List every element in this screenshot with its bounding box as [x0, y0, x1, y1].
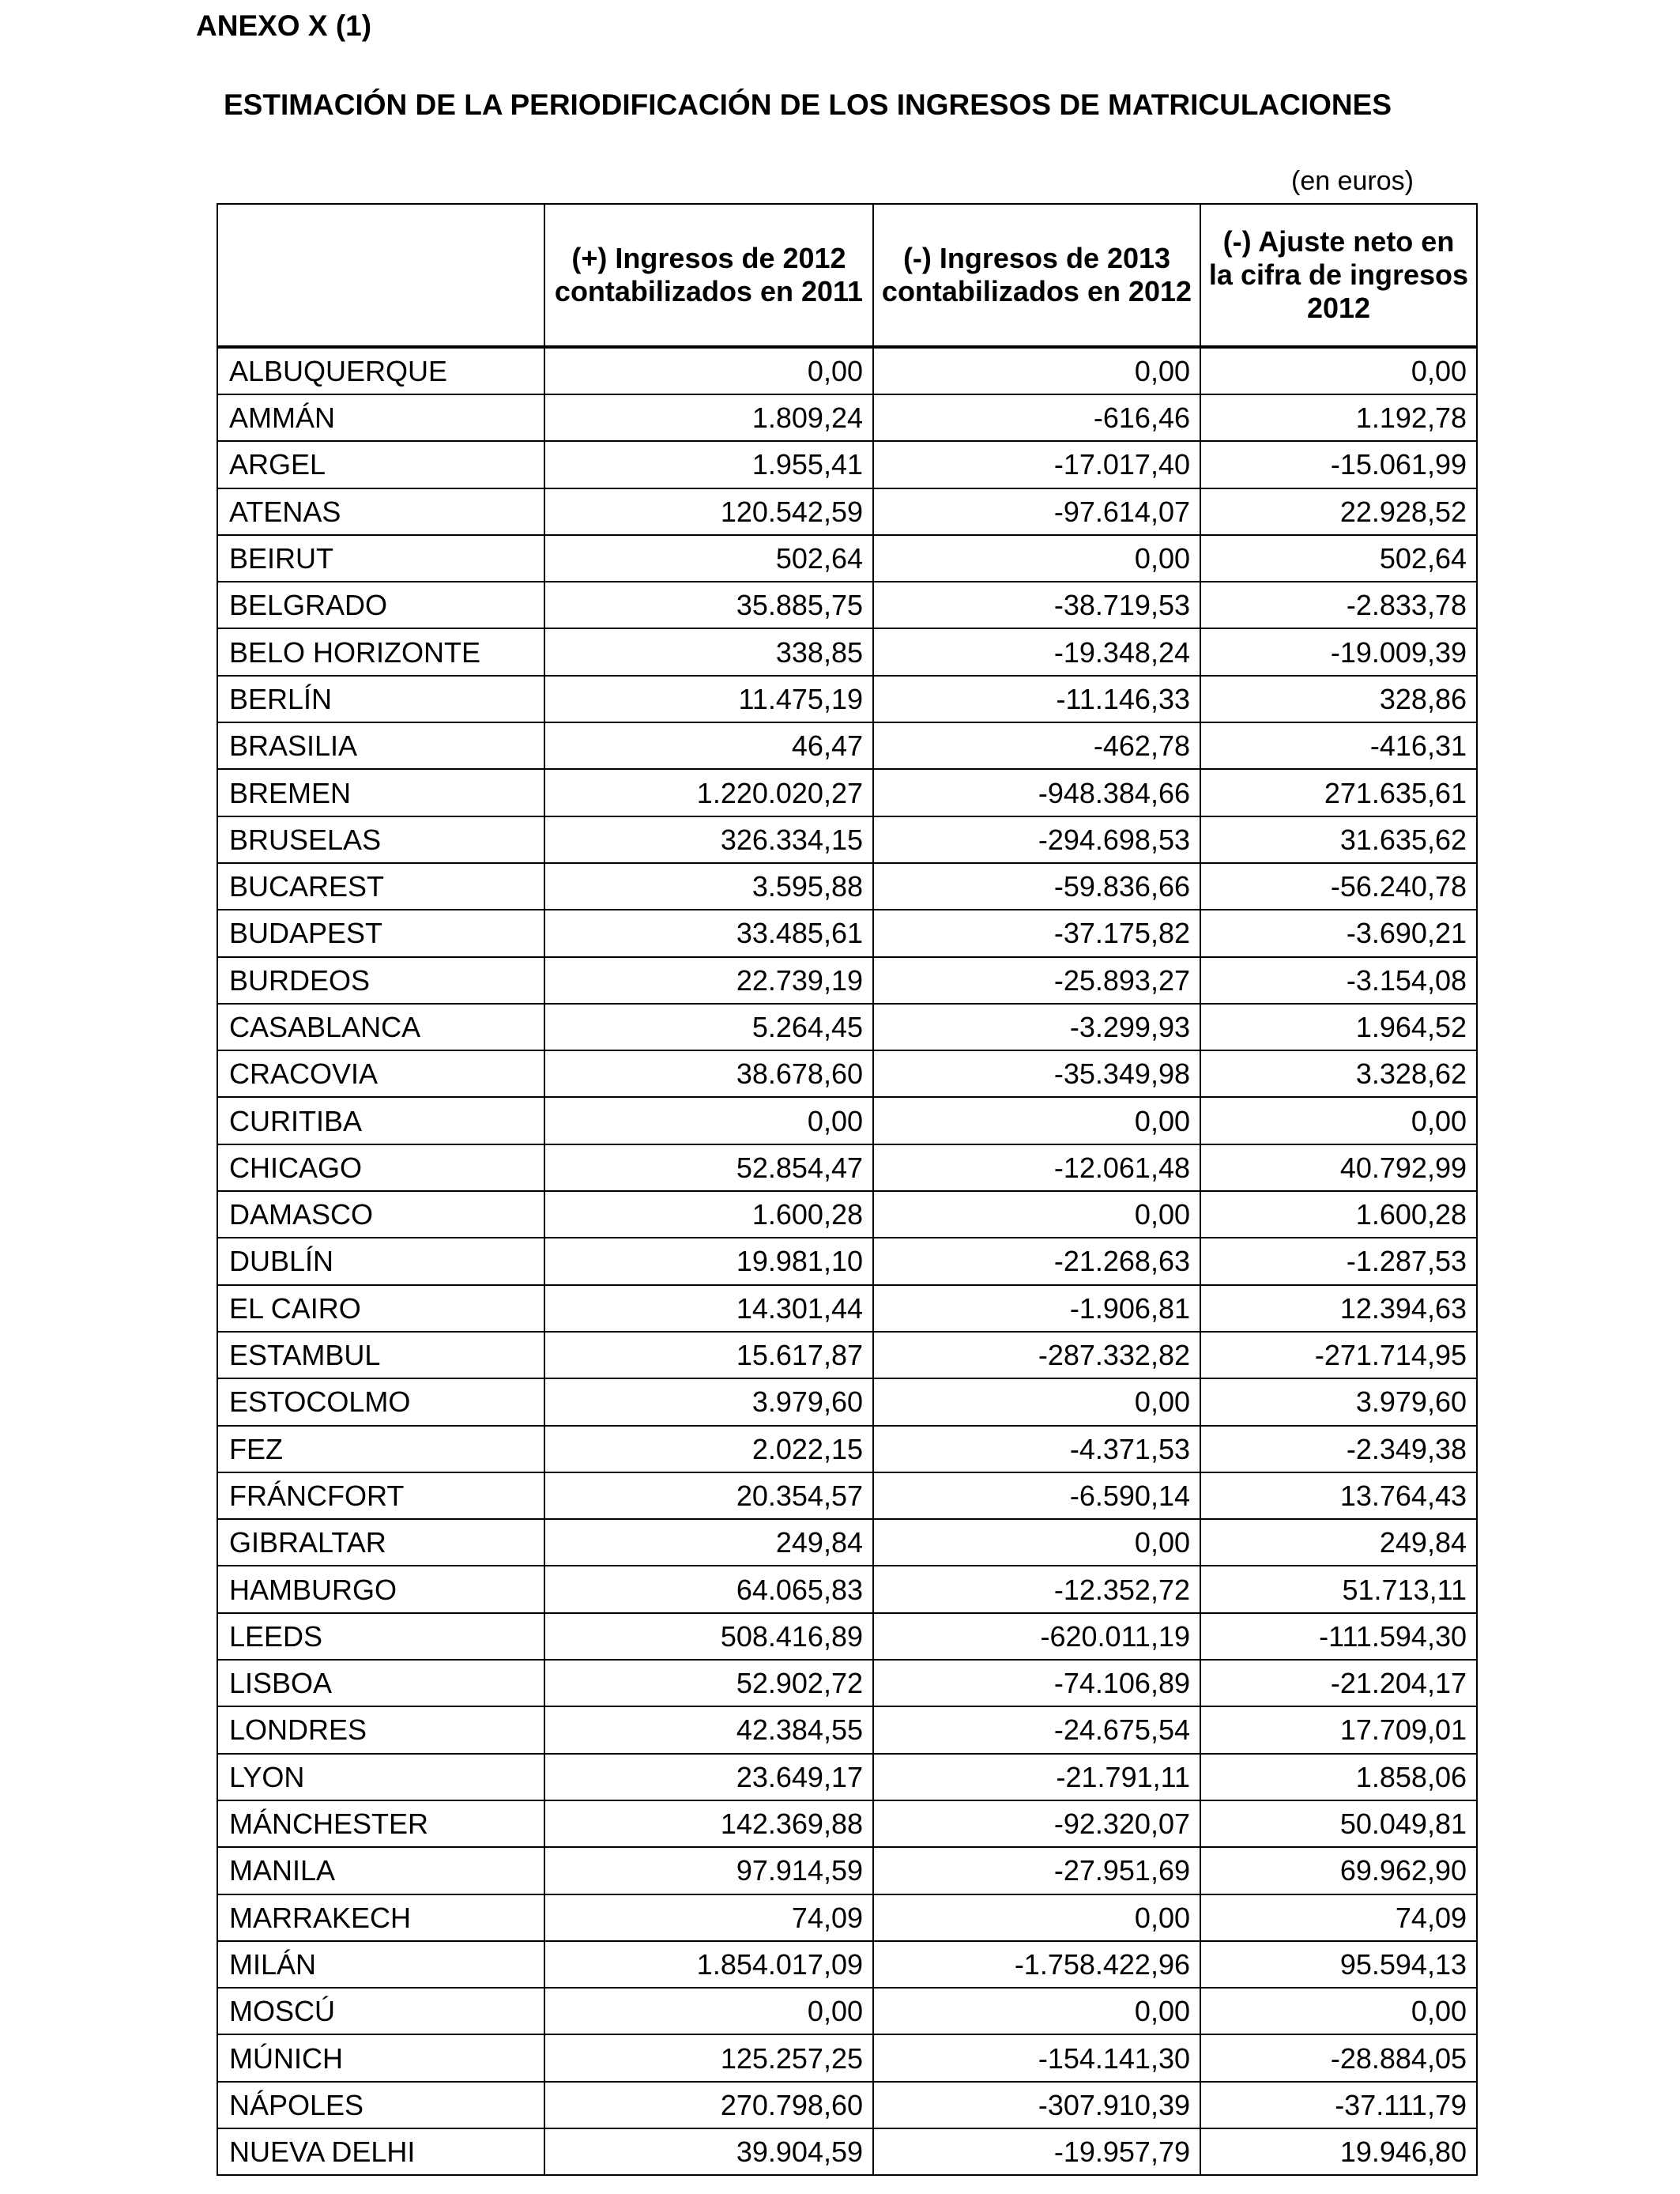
- income-2012-cell: 120.542,59: [544, 488, 873, 535]
- city-cell: BUDAPEST: [217, 910, 544, 956]
- income-2013-cell: -38.719,53: [873, 582, 1200, 628]
- city-cell: ARGEL: [217, 441, 544, 488]
- city-cell: BERLÍN: [217, 676, 544, 722]
- table-row: [217, 722, 1477, 769]
- income-2013-cell: 0,00: [873, 1988, 1200, 2034]
- city-cell: NUEVA DELHI: [217, 2128, 544, 2175]
- net-adjustment-cell: 0,00: [1200, 1988, 1477, 2034]
- net-adjustment-cell: 1.964,52: [1200, 1004, 1477, 1050]
- table-row: [217, 1988, 1477, 2034]
- income-2013-cell: -37.175,82: [873, 910, 1200, 956]
- city-cell: HAMBURGO: [217, 1566, 544, 1612]
- income-2012-cell: 1.955,41: [544, 441, 873, 488]
- income-2013-cell: -92.320,07: [873, 1800, 1200, 1847]
- city-cell: LEEDS: [217, 1613, 544, 1660]
- city-cell: ESTAMBUL: [217, 1332, 544, 1378]
- table-row: [217, 582, 1477, 628]
- net-adjustment-cell: 69.962,90: [1200, 1847, 1477, 1894]
- income-2013-cell: -307.910,39: [873, 2082, 1200, 2128]
- table-row: [217, 816, 1477, 863]
- income-2013-cell: -154.141,30: [873, 2034, 1200, 2081]
- table-row: [217, 394, 1477, 441]
- table-row: [217, 2128, 1477, 2175]
- city-cell: CASABLANCA: [217, 1004, 544, 1050]
- net-adjustment-cell: -3.154,08: [1200, 957, 1477, 1004]
- income-2013-cell: -59.836,66: [873, 863, 1200, 910]
- city-cell: LISBOA: [217, 1660, 544, 1706]
- city-cell: MANILA: [217, 1847, 544, 1894]
- table-row: [217, 1472, 1477, 1519]
- city-cell: BUCAREST: [217, 863, 544, 910]
- income-2013-cell: -24.675,54: [873, 1706, 1200, 1753]
- income-2012-cell: 42.384,55: [544, 1706, 873, 1753]
- table-row: [217, 910, 1477, 956]
- income-2013-cell: 0,00: [873, 1097, 1200, 1144]
- income-2013-cell: -287.332,82: [873, 1332, 1200, 1378]
- table-header: [217, 204, 1477, 347]
- income-2012-cell: 19.981,10: [544, 1238, 873, 1284]
- net-adjustment-cell: 0,00: [1200, 347, 1477, 394]
- net-adjustment-cell: 13.764,43: [1200, 1472, 1477, 1519]
- income-2012-cell: 270.798,60: [544, 2082, 873, 2128]
- income-2012-cell: 74,09: [544, 1894, 873, 1941]
- net-adjustment-cell: 50.049,81: [1200, 1800, 1477, 1847]
- header-income-2012-in-2011: (+) Ingresos de 2012 contabilizados en 2011: [544, 204, 873, 347]
- income-2013-cell: -1.758.422,96: [873, 1941, 1200, 1988]
- net-adjustment-cell: 51.713,11: [1200, 1566, 1477, 1612]
- income-2013-cell: -462,78: [873, 722, 1200, 769]
- net-adjustment-cell: -2.349,38: [1200, 1426, 1477, 1472]
- net-adjustment-cell: 328,86: [1200, 676, 1477, 722]
- income-2012-cell: 125.257,25: [544, 2034, 873, 2081]
- net-adjustment-cell: 1.858,06: [1200, 1754, 1477, 1800]
- table-row: [217, 441, 1477, 488]
- net-adjustment-cell: -56.240,78: [1200, 863, 1477, 910]
- income-2012-cell: 20.354,57: [544, 1472, 873, 1519]
- income-2013-cell: -294.698,53: [873, 816, 1200, 863]
- table-row: [217, 769, 1477, 816]
- income-2013-cell: -616,46: [873, 394, 1200, 441]
- income-2012-cell: 249,84: [544, 1519, 873, 1566]
- table-row: [217, 1144, 1477, 1191]
- city-cell: MARRAKECH: [217, 1894, 544, 1941]
- net-adjustment-cell: -271.714,95: [1200, 1332, 1477, 1378]
- net-adjustment-cell: 3.979,60: [1200, 1378, 1477, 1425]
- document-title: ESTIMACIÓN DE LA PERIODIFICACIÓN DE LOS INGRESOS DE MATRICULACIONES: [224, 89, 1392, 121]
- net-adjustment-cell: -2.833,78: [1200, 582, 1477, 628]
- table-row: [217, 1800, 1477, 1847]
- net-adjustment-cell: 95.594,13: [1200, 1941, 1477, 1988]
- income-2012-cell: 0,00: [544, 1988, 873, 2034]
- city-cell: BRASILIA: [217, 722, 544, 769]
- income-2013-cell: -12.352,72: [873, 1566, 1200, 1612]
- income-2012-cell: 0,00: [544, 347, 873, 394]
- city-cell: FRÁNCFORT: [217, 1472, 544, 1519]
- income-2013-cell: -12.061,48: [873, 1144, 1200, 1191]
- income-2013-cell: -1.906,81: [873, 1285, 1200, 1332]
- city-cell: CURITIBA: [217, 1097, 544, 1144]
- income-2013-cell: 0,00: [873, 1378, 1200, 1425]
- net-adjustment-cell: 40.792,99: [1200, 1144, 1477, 1191]
- net-adjustment-cell: 31.635,62: [1200, 816, 1477, 863]
- income-2012-cell: 1.809,24: [544, 394, 873, 441]
- table-row: [217, 535, 1477, 582]
- city-cell: ATENAS: [217, 488, 544, 535]
- table-row: [217, 347, 1477, 394]
- income-2012-cell: 3.979,60: [544, 1378, 873, 1425]
- city-cell: CRACOVIA: [217, 1050, 544, 1097]
- income-2012-cell: 1.220.020,27: [544, 769, 873, 816]
- income-2013-cell: -97.614,07: [873, 488, 1200, 535]
- income-2012-cell: 14.301,44: [544, 1285, 873, 1332]
- table-row: [217, 1754, 1477, 1800]
- city-cell: BRUSELAS: [217, 816, 544, 863]
- table-row: [217, 1004, 1477, 1050]
- city-cell: ESTOCOLMO: [217, 1378, 544, 1425]
- net-adjustment-cell: 1.600,28: [1200, 1191, 1477, 1238]
- net-adjustment-cell: -3.690,21: [1200, 910, 1477, 956]
- income-2012-cell: 508.416,89: [544, 1613, 873, 1660]
- net-adjustment-cell: -37.111,79: [1200, 2082, 1477, 2128]
- city-cell: BELO HORIZONTE: [217, 628, 544, 675]
- income-2013-cell: 0,00: [873, 347, 1200, 394]
- net-adjustment-cell: 271.635,61: [1200, 769, 1477, 816]
- city-cell: BELGRADO: [217, 582, 544, 628]
- income-2012-cell: 23.649,17: [544, 1754, 873, 1800]
- annex-label: ANEXO X (1): [196, 9, 372, 42]
- city-cell: FEZ: [217, 1426, 544, 1472]
- income-table: [217, 203, 1478, 2176]
- income-2012-cell: 52.854,47: [544, 1144, 873, 1191]
- income-2013-cell: -3.299,93: [873, 1004, 1200, 1050]
- city-cell: MOSCÚ: [217, 1988, 544, 2034]
- table-row: [217, 2034, 1477, 2081]
- income-2013-cell: -4.371,53: [873, 1426, 1200, 1472]
- city-cell: GIBRALTAR: [217, 1519, 544, 1566]
- income-2013-cell: -27.951,69: [873, 1847, 1200, 1894]
- income-2013-cell: -11.146,33: [873, 676, 1200, 722]
- table-row: [217, 1191, 1477, 1238]
- net-adjustment-cell: 17.709,01: [1200, 1706, 1477, 1753]
- income-2013-cell: -19.348,24: [873, 628, 1200, 675]
- net-adjustment-cell: 12.394,63: [1200, 1285, 1477, 1332]
- city-cell: NÁPOLES: [217, 2082, 544, 2128]
- net-adjustment-cell: -1.287,53: [1200, 1238, 1477, 1284]
- income-2013-cell: 0,00: [873, 1191, 1200, 1238]
- income-2013-cell: -17.017,40: [873, 441, 1200, 488]
- income-2013-cell: 0,00: [873, 1519, 1200, 1566]
- table-row: [217, 1941, 1477, 1988]
- city-cell: MÁNCHESTER: [217, 1800, 544, 1847]
- net-adjustment-cell: 3.328,62: [1200, 1050, 1477, 1097]
- city-cell: CHICAGO: [217, 1144, 544, 1191]
- table-row: [217, 1706, 1477, 1753]
- income-2012-cell: 38.678,60: [544, 1050, 873, 1097]
- net-adjustment-cell: -416,31: [1200, 722, 1477, 769]
- city-cell: LONDRES: [217, 1706, 544, 1753]
- table-body: [217, 347, 1477, 2175]
- table-row: [217, 1050, 1477, 1097]
- table-row: [217, 1660, 1477, 1706]
- city-cell: ALBUQUERQUE: [217, 347, 544, 394]
- table-row: [217, 863, 1477, 910]
- table-row: [217, 1894, 1477, 1941]
- net-adjustment-cell: -111.594,30: [1200, 1613, 1477, 1660]
- income-2012-cell: 2.022,15: [544, 1426, 873, 1472]
- income-2012-cell: 0,00: [544, 1097, 873, 1144]
- income-2012-cell: 39.904,59: [544, 2128, 873, 2175]
- income-2013-cell: -21.268,63: [873, 1238, 1200, 1284]
- city-cell: BEIRUT: [217, 535, 544, 582]
- net-adjustment-cell: 502,64: [1200, 535, 1477, 582]
- table-row: [217, 628, 1477, 675]
- table-row: [217, 676, 1477, 722]
- table-row: [217, 1097, 1477, 1144]
- income-2012-cell: 3.595,88: [544, 863, 873, 910]
- income-2013-cell: -74.106,89: [873, 1660, 1200, 1706]
- income-2012-cell: 46,47: [544, 722, 873, 769]
- city-cell: BURDEOS: [217, 957, 544, 1004]
- net-adjustment-cell: -28.884,05: [1200, 2034, 1477, 2081]
- table-row: [217, 1613, 1477, 1660]
- income-2012-cell: 64.065,83: [544, 1566, 873, 1612]
- city-cell: BREMEN: [217, 769, 544, 816]
- table-row: [217, 1378, 1477, 1425]
- net-adjustment-cell: -15.061,99: [1200, 441, 1477, 488]
- net-adjustment-cell: 74,09: [1200, 1894, 1477, 1941]
- city-cell: MÚNICH: [217, 2034, 544, 2081]
- city-cell: DUBLÍN: [217, 1238, 544, 1284]
- city-cell: AMMÁN: [217, 394, 544, 441]
- city-cell: MILÁN: [217, 1941, 544, 1988]
- table-row: [217, 2082, 1477, 2128]
- income-2012-cell: 15.617,87: [544, 1332, 873, 1378]
- table-row: [217, 1426, 1477, 1472]
- income-2012-cell: 1.854.017,09: [544, 1941, 873, 1988]
- header-city: [217, 204, 544, 347]
- income-2012-cell: 35.885,75: [544, 582, 873, 628]
- income-2013-cell: -620.011,19: [873, 1613, 1200, 1660]
- income-2012-cell: 11.475,19: [544, 676, 873, 722]
- table-row: [217, 1519, 1477, 1566]
- table-row: [217, 488, 1477, 535]
- income-2013-cell: -21.791,11: [873, 1754, 1200, 1800]
- income-2012-cell: 142.369,88: [544, 1800, 873, 1847]
- income-2012-cell: 338,85: [544, 628, 873, 675]
- income-2012-cell: 326.334,15: [544, 816, 873, 863]
- city-cell: EL CAIRO: [217, 1285, 544, 1332]
- income-2013-cell: -19.957,79: [873, 2128, 1200, 2175]
- income-2012-cell: 502,64: [544, 535, 873, 582]
- net-adjustment-cell: 0,00: [1200, 1097, 1477, 1144]
- city-cell: DAMASCO: [217, 1191, 544, 1238]
- table-row: [217, 957, 1477, 1004]
- income-2013-cell: -948.384,66: [873, 769, 1200, 816]
- table-row: [217, 1332, 1477, 1378]
- income-2012-cell: 5.264,45: [544, 1004, 873, 1050]
- income-2012-cell: 22.739,19: [544, 957, 873, 1004]
- table-row: [217, 1238, 1477, 1284]
- net-adjustment-cell: 19.946,80: [1200, 2128, 1477, 2175]
- income-2013-cell: -6.590,14: [873, 1472, 1200, 1519]
- unit-note: (en euros): [1291, 166, 1414, 196]
- net-adjustment-cell: 1.192,78: [1200, 394, 1477, 441]
- income-2012-cell: 1.600,28: [544, 1191, 873, 1238]
- net-adjustment-cell: -21.204,17: [1200, 1660, 1477, 1706]
- income-2013-cell: -35.349,98: [873, 1050, 1200, 1097]
- net-adjustment-cell: 22.928,52: [1200, 488, 1477, 535]
- income-2012-cell: 52.902,72: [544, 1660, 873, 1706]
- table-row: [217, 1566, 1477, 1612]
- income-2013-cell: 0,00: [873, 1894, 1200, 1941]
- income-2013-cell: 0,00: [873, 535, 1200, 582]
- table-row: [217, 1285, 1477, 1332]
- header-income-2013-in-2012: (-) Ingresos de 2013 contabilizados en 2012: [873, 204, 1200, 347]
- header-net-adjustment: (-) Ajuste neto en la cifra de ingresos 2012: [1200, 204, 1477, 347]
- income-2012-cell: 33.485,61: [544, 910, 873, 956]
- city-cell: LYON: [217, 1754, 544, 1800]
- net-adjustment-cell: 249,84: [1200, 1519, 1477, 1566]
- income-2013-cell: -25.893,27: [873, 957, 1200, 1004]
- income-2012-cell: 97.914,59: [544, 1847, 873, 1894]
- net-adjustment-cell: -19.009,39: [1200, 628, 1477, 675]
- table-row: [217, 1847, 1477, 1894]
